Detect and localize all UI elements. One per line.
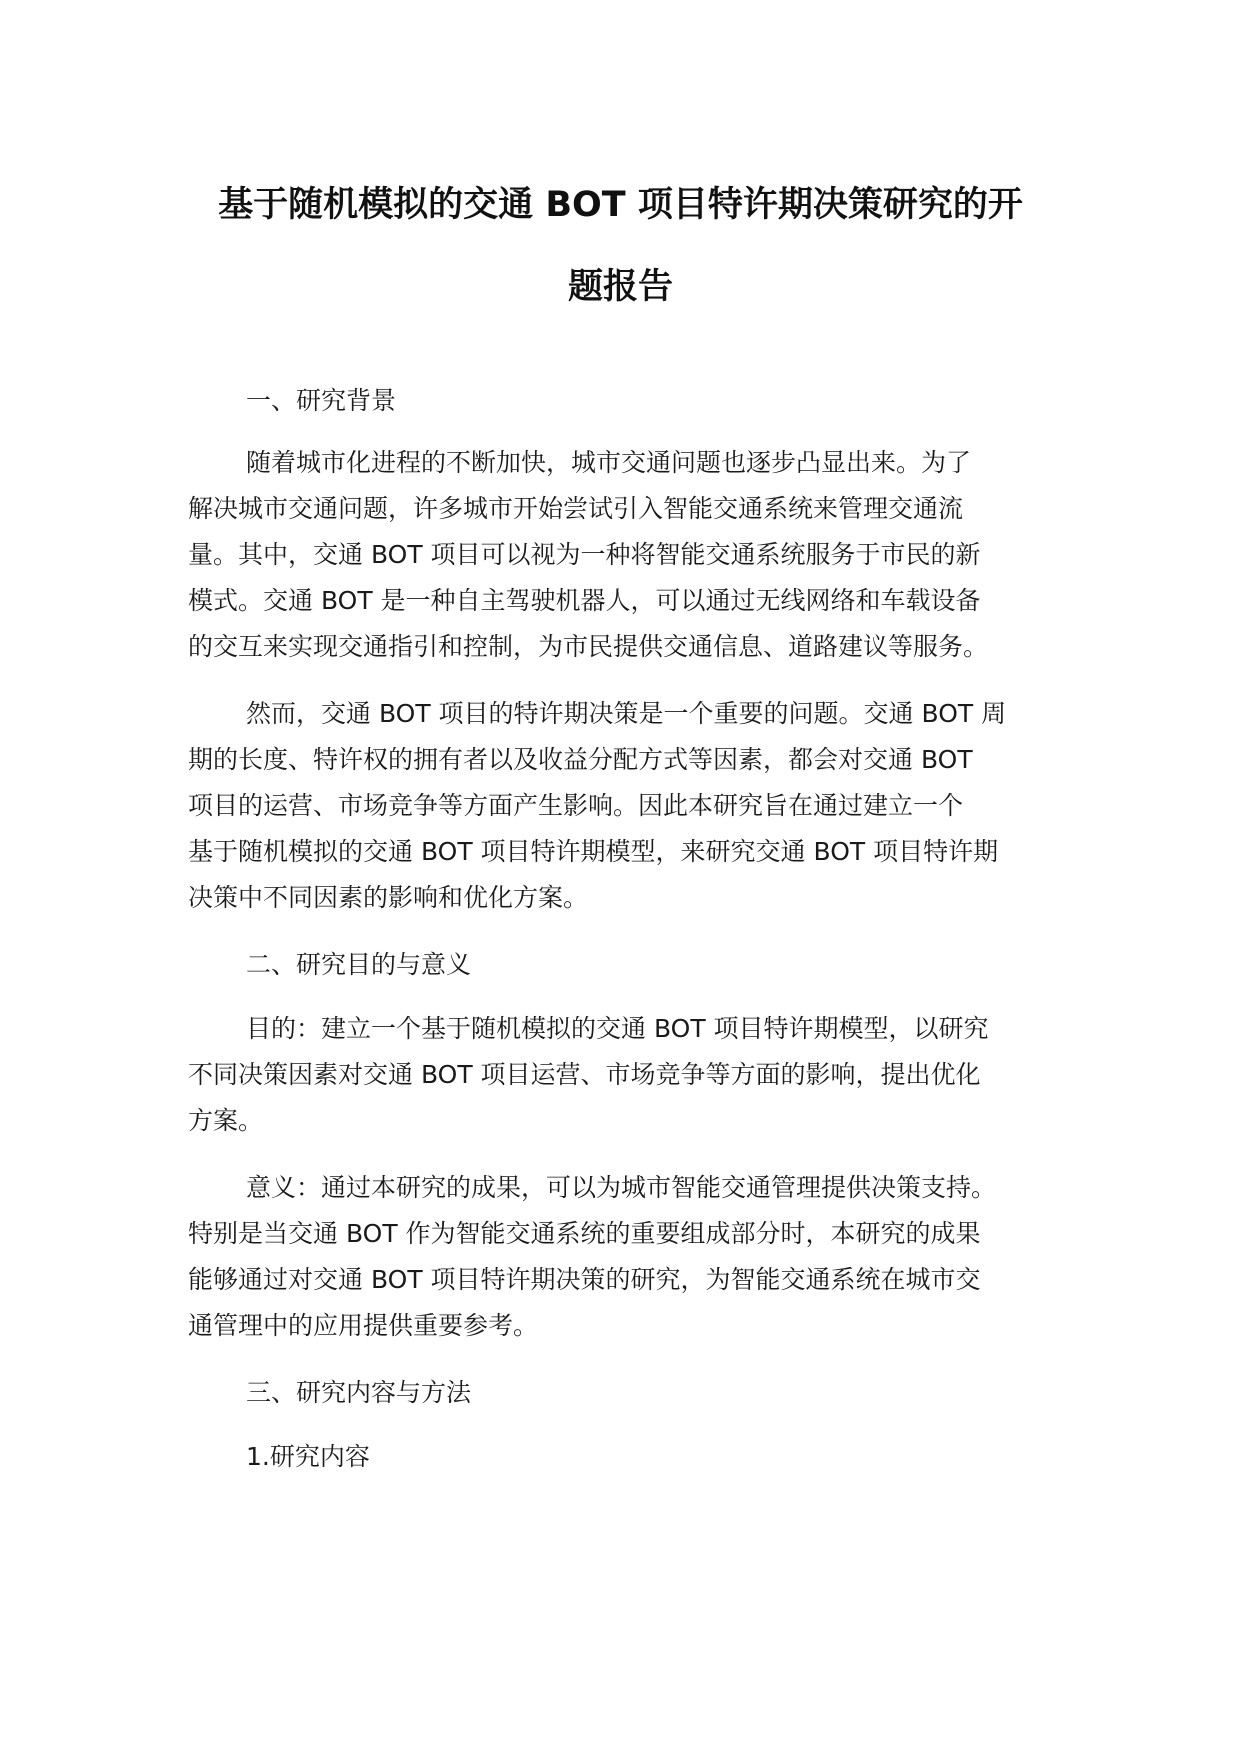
paragraph-4-line-4: 通管理中的应用提供重要参考。 xyxy=(188,1311,539,1340)
paragraph-2-line-4: 基于随机模拟的交通 BOT 项目特许期模型，来研究交通 BOT 项目特许期 xyxy=(188,837,999,866)
paragraph-2-line-1: 然而，交通 BOT 项目的特许期决策是一个重要的问题。交通 BOT 周 xyxy=(246,699,1007,728)
paragraph-1-line-1: 随着城市化进程的不断加快，城市交通问题也逐步凸显出来。为了 xyxy=(246,448,972,477)
section-heading-background: 一、研究背景 xyxy=(246,386,397,415)
subsection-heading-content: 1.研究内容 xyxy=(246,1442,370,1471)
paragraph-2-line-2: 期的长度、特许权的拥有者以及收益分配方式等因素，都会对交通 BOT xyxy=(188,745,973,774)
paragraph-1-line-4: 模式。交通 BOT 是一种自主驾驶机器人，可以通过无线网络和车载设备 xyxy=(188,586,981,615)
section-heading-purpose: 二、研究目的与意义 xyxy=(246,950,472,979)
paragraph-1-line-5: 的交互来实现交通指引和控制，为市民提供交通信息、道路建议等服务。 xyxy=(188,632,989,661)
paragraph-2-line-5: 决策中不同因素的影响和优化方案。 xyxy=(188,883,589,912)
paragraph-2-line-3: 项目的运营、市场竞争等方面产生影响。因此本研究旨在通过建立一个 xyxy=(188,791,964,820)
paragraph-4-line-3: 能够通过对交通 BOT 项目特许期决策的研究，为智能交通系统在城市交 xyxy=(188,1265,981,1294)
paragraph-4-line-2: 特别是当交通 BOT 作为智能交通系统的重要组成部分时，本研究的成果 xyxy=(188,1219,981,1248)
section-heading-content-methods: 三、研究内容与方法 xyxy=(246,1378,472,1407)
paragraph-1-line-2: 解决城市交通问题，许多城市开始尝试引入智能交通系统来管理交通流 xyxy=(188,494,964,523)
paragraph-3-line-3: 方案。 xyxy=(188,1106,264,1135)
document-title-line-1: 基于随机模拟的交通 BOT 项目特许期决策研究的开 xyxy=(218,185,1023,225)
paragraph-1-line-3: 量。其中，交通 BOT 项目可以视为一种将智能交通系统服务于市民的新 xyxy=(188,540,981,569)
paragraph-3-line-2: 不同决策因素对交通 BOT 项目运营、市场竞争等方面的影响，提出优化 xyxy=(188,1060,981,1089)
paragraph-3-line-1: 目的：建立一个基于随机模拟的交通 BOT 项目特许期模型，以研究 xyxy=(246,1014,989,1043)
paragraph-4-line-1: 意义：通过本研究的成果，可以为城市智能交通管理提供决策支持。 xyxy=(246,1173,997,1202)
document-title-line-2: 题报告 xyxy=(567,267,673,307)
